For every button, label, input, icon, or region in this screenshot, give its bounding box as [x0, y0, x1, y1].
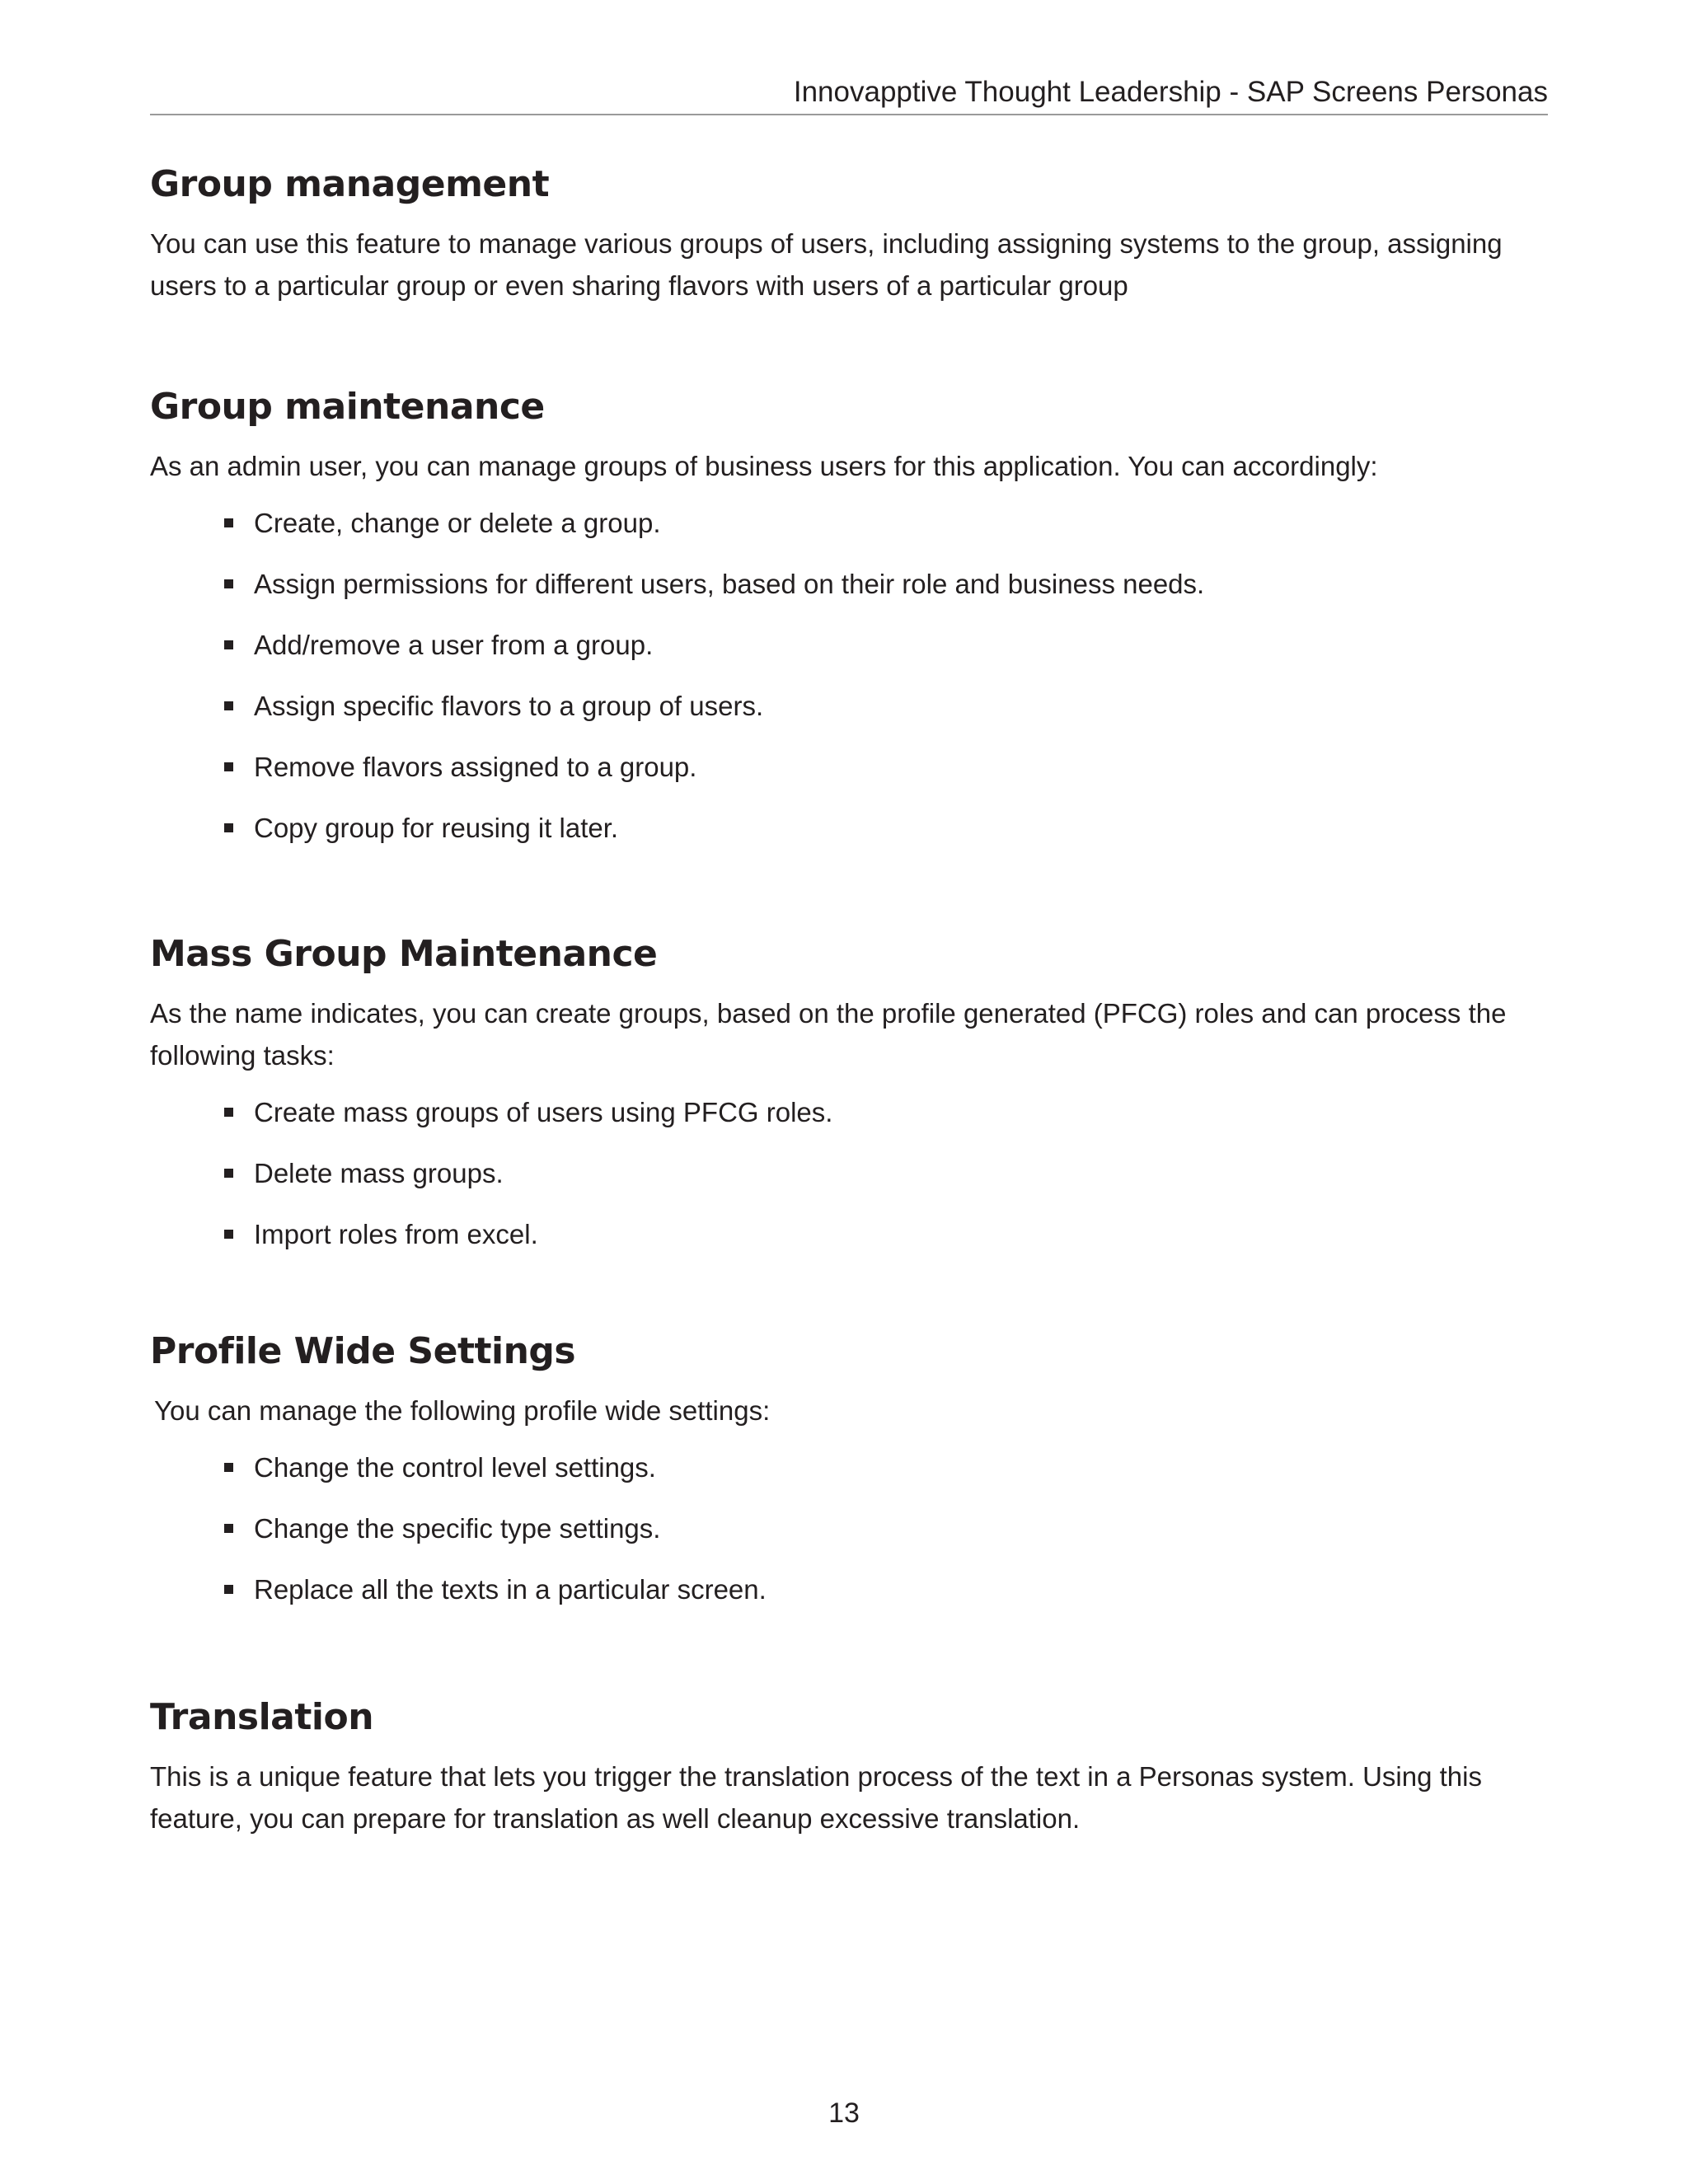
page-number: 13	[828, 2097, 860, 2129]
bullet-list	[150, 1448, 1551, 1610]
section-group-management	[150, 162, 1551, 307]
bullet-list	[150, 504, 1551, 848]
section-paragraph: You can use this feature to manage various groups of users, including assigning systems to the group, assigning users to a particular group or even sharing flavors with users of a particular group	[150, 228, 1503, 301]
list-item-text: Remove flavors assigned to a group.	[254, 752, 697, 782]
list-item-text: Replace all the texts in a particular screen.	[254, 1574, 767, 1605]
list-item-text: Change the specific type settings.	[254, 1513, 661, 1544]
section-paragraph: As an admin user, you can manage groups of business users for this application. You can accordingly:	[150, 451, 1378, 481]
list-item-text: Assign specific flavors to a group of users.	[254, 691, 764, 721]
square-bullet-icon	[224, 579, 233, 588]
square-bullet-icon	[224, 701, 233, 710]
list-item	[224, 1215, 1551, 1254]
list-item	[224, 808, 1551, 848]
square-bullet-icon	[224, 823, 233, 832]
list-item	[224, 1509, 1551, 1549]
square-bullet-icon	[224, 1585, 233, 1594]
list-item-text: Import roles from excel.	[254, 1219, 538, 1249]
section-paragraph: You can manage the following profile wide settings:	[154, 1395, 771, 1426]
list-item-text: Assign permissions for different users, based on their role and business needs.	[254, 569, 1205, 599]
list-item	[224, 748, 1551, 787]
list-item-text: Create, change or delete a group.	[254, 508, 661, 538]
section-heading: Translation	[150, 1696, 374, 1738]
square-bullet-icon	[224, 1230, 233, 1239]
section-profile-wide-settings	[150, 1329, 1551, 1631]
header-rule	[150, 114, 1548, 115]
square-bullet-icon	[224, 1524, 233, 1533]
square-bullet-icon	[224, 1108, 233, 1117]
list-item	[224, 1448, 1551, 1488]
section-heading: Profile Wide Settings	[150, 1330, 576, 1372]
square-bullet-icon	[224, 1463, 233, 1472]
section-mass-group-maintenance	[150, 931, 1551, 1276]
square-bullet-icon	[224, 518, 233, 527]
section-group-maintenance	[150, 384, 1551, 869]
list-item	[224, 1570, 1551, 1610]
list-item-text: Copy group for reusing it later.	[254, 813, 619, 843]
running-header: Innovapptive Thought Leadership - SAP Screens Personas	[793, 76, 1548, 108]
list-item	[224, 1093, 1551, 1132]
section-paragraph: This is a unique feature that lets you trigger the translation process of the text in a Personas system. Using this feature, you can prepare for translation as well cleanup excessive translation.	[150, 1761, 1482, 1834]
list-item	[224, 1154, 1551, 1193]
section-paragraph: As the name indicates, you can create groups, based on the profile generated (PFCG) roles and can process the following tasks:	[150, 998, 1507, 1071]
list-item	[224, 504, 1551, 543]
list-item-text: Change the control level settings.	[254, 1452, 656, 1483]
square-bullet-icon	[224, 1169, 233, 1178]
list-item-text: Delete mass groups.	[254, 1158, 504, 1188]
section-heading: Group management	[150, 163, 550, 205]
square-bullet-icon	[224, 640, 233, 649]
section-heading: Mass Group Maintenance	[150, 933, 658, 975]
list-item	[224, 687, 1551, 726]
list-item	[224, 565, 1551, 604]
square-bullet-icon	[224, 762, 233, 771]
section-heading: Group maintenance	[150, 386, 545, 428]
list-item-text: Create mass groups of users using PFCG roles.	[254, 1097, 833, 1127]
list-item-text: Add/remove a user from a group.	[254, 630, 654, 660]
bullet-list	[150, 1093, 1551, 1254]
list-item	[224, 626, 1551, 665]
section-translation	[150, 1694, 1551, 1840]
